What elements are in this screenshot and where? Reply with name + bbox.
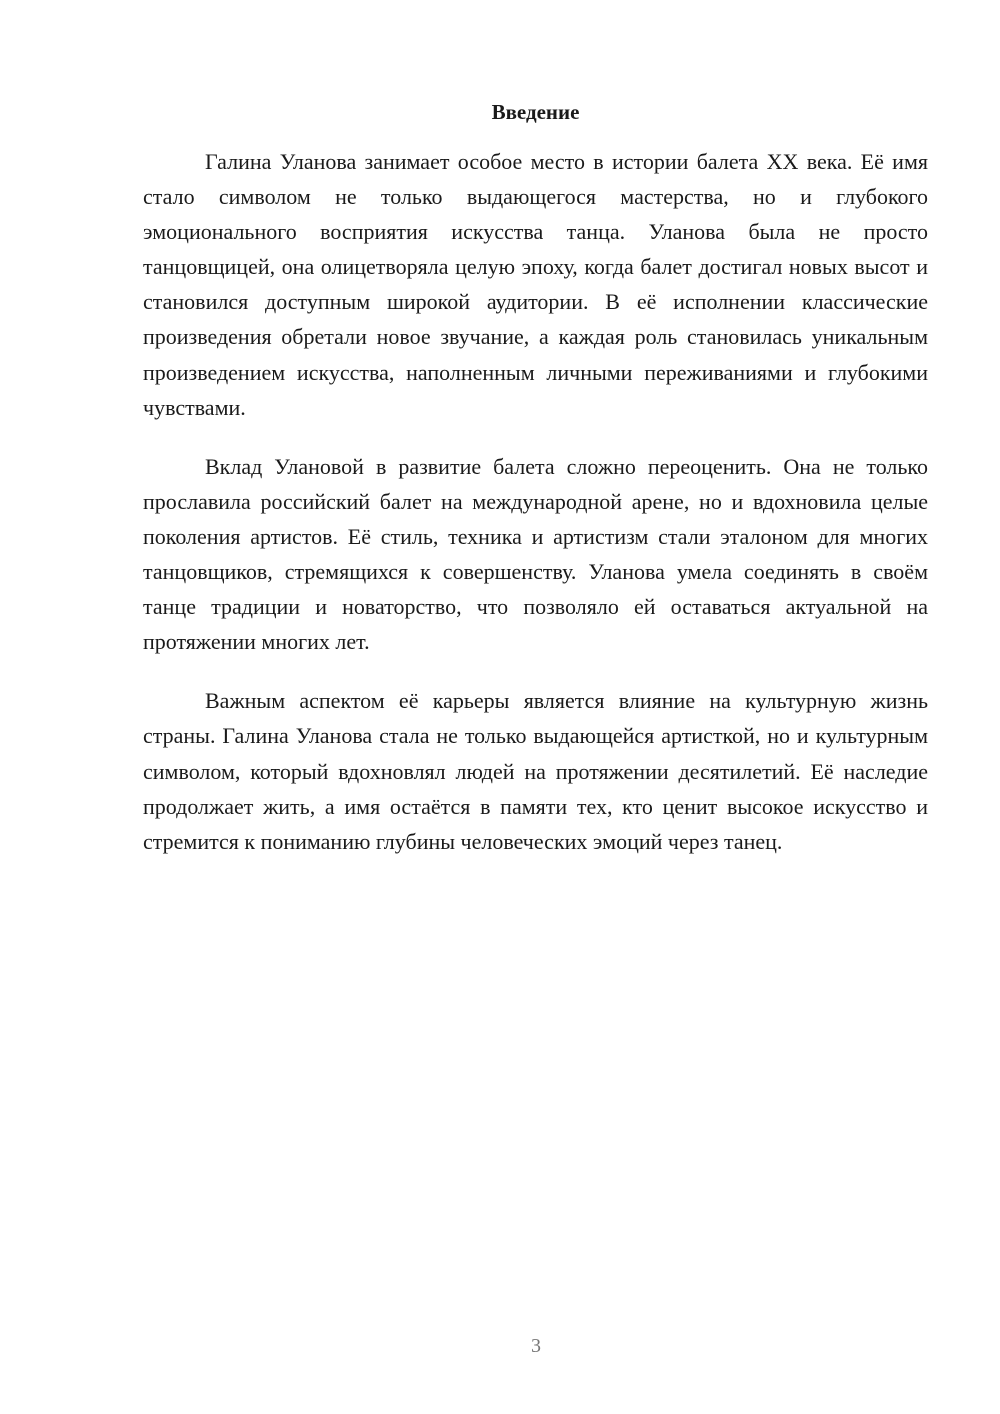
body-text: [143, 144, 928, 883]
paragraph-2: Вклад Улановой в развитие балета сложно переоценить. Она не только прославила российский балет на международной арене, но и вдохновила целые поколения артистов. Её стиль, техника и артистизм стали эталоном для многих танцовщиков, стремящихся к совершенству. Уланова умела соединять в своём танце традиции и новаторство, что позволяло ей оставаться актуальной на протяжении многих лет.: [143, 453, 928, 655]
page-number: 3: [531, 1335, 541, 1357]
paragraph-3: Важным аспектом её карьеры является влияние на культурную жизнь страны. Галина Уланова стала не только выдающейся артисткой, но и культурным символом, который вдохновлял людей на протяжении десятилетий. Её наследие продолжает жить, а имя остаётся в памяти тех, кто ценит высокое искусство и стремится к пониманию глубины человеческих эмоций через танец.: [143, 688, 928, 854]
page-title: Введение: [491, 100, 580, 124]
paragraph-1: Галина Уланова занимает особое место в истории балета XX века. Её имя стало символом не только выдающегося мастерства, но и глубокого эмоционального восприятия искусства танца. Уланова была не просто танцовщицей, она олицетворяла целую эпоху, когда балет достигал новых высот и становился доступным широкой аудитории. В её исполнении классические произведения обретали новое звучание, а каждая роль становилась уникальным произведением искусства, наполненным личными переживаниями и глубокими чувствами.: [143, 149, 928, 420]
